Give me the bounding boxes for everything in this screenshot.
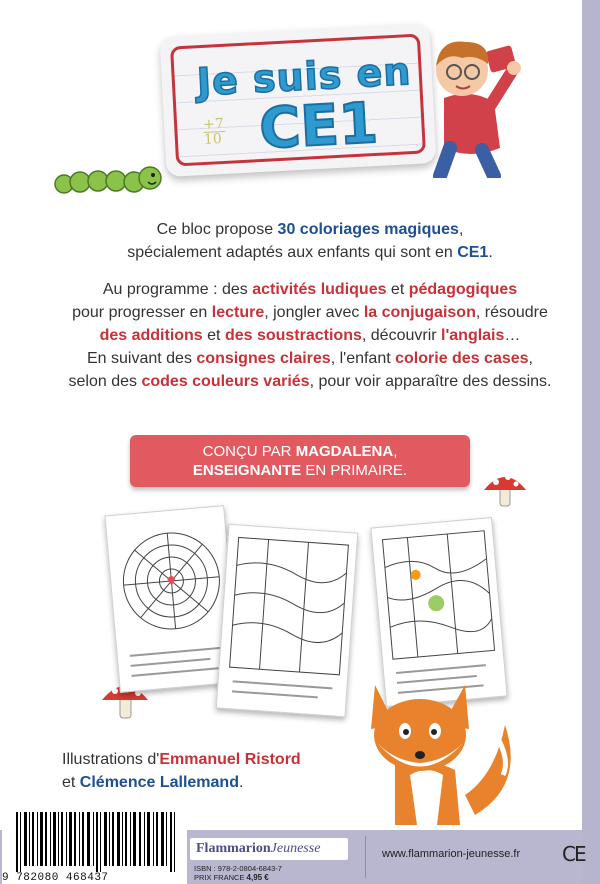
ce-mark: CE: [562, 842, 585, 866]
coloring-page-thumbnail: [216, 524, 359, 718]
fox-illustration: [355, 665, 525, 830]
boy-illustration: [410, 28, 530, 178]
program-text: , résoudre: [475, 304, 548, 321]
program-highlight: codes couleurs variés: [141, 373, 310, 390]
intro-highlight-count: 30 coloriages magiques: [277, 221, 459, 238]
math-line-2: 10: [204, 131, 227, 147]
program-text: , pour voir apparaître des dessins.: [309, 373, 552, 390]
credits-text: .: [238, 774, 244, 791]
publisher-name-part-1: Flammarion: [196, 841, 271, 856]
banner-text: ,: [393, 443, 398, 460]
credits-illustrator-1: Emmanuel Ristord: [159, 751, 301, 768]
credits-text: et: [62, 774, 80, 791]
footer-divider: [365, 836, 366, 878]
coloring-page-drawing: [217, 525, 360, 719]
program-text: pour progresser en: [72, 304, 212, 321]
program-paragraph: [60, 278, 560, 393]
barcode: [14, 812, 182, 872]
barcode-area: [2, 812, 187, 884]
banner-author: MAGDALENA: [295, 443, 394, 460]
program-highlight: lecture: [211, 304, 265, 321]
program-highlight: des soustractions: [224, 327, 362, 344]
intro-paragraph: [60, 218, 560, 264]
program-text: selon des: [68, 373, 142, 390]
title-line-1: Je suis en: [195, 49, 413, 105]
ean-number: 9 782080 468437: [2, 872, 109, 884]
program-text: ,: [528, 350, 533, 367]
credits-text: Illustrations d': [62, 751, 160, 768]
mushroom-illustration: [482, 468, 528, 508]
program-text: …: [504, 327, 521, 344]
illustration-credits: [62, 748, 301, 794]
author-banner: [130, 435, 470, 487]
handwritten-math: [203, 117, 226, 147]
side-strip: [582, 0, 600, 884]
title-card: [160, 23, 437, 177]
program-text: , jongler avec: [264, 304, 364, 321]
intro-text: .: [488, 244, 493, 261]
credits-illustrator-2: Clémence Lallemand: [79, 774, 239, 791]
program-highlight: colorie des cases: [395, 350, 529, 367]
price-label: PRIX FRANCE: [194, 873, 247, 882]
program-text: et: [386, 281, 409, 298]
price: [194, 873, 269, 882]
title-line-2: CE1: [257, 90, 380, 163]
publisher-logo: [190, 838, 348, 860]
website-url: www.flammarion-jeunesse.fr: [382, 848, 521, 860]
program-text: En suivant des: [86, 350, 197, 367]
banner-text: EN PRIMAIRE.: [301, 462, 408, 479]
program-highlight: activités ludiques: [252, 281, 387, 298]
program-highlight: pédagogiques: [408, 281, 518, 298]
intro-text: spécialement adaptés aux enfants qui sont en: [127, 244, 458, 261]
intro-highlight-level: CE1: [457, 244, 489, 261]
program-highlight: la conjugaison: [363, 304, 476, 321]
price-value: 4,95 €: [246, 873, 269, 882]
math-line-1: +7: [202, 115, 225, 133]
caterpillar-illustration: [52, 162, 162, 198]
banner-role: ENSEIGNANTE: [192, 462, 302, 479]
intro-text: ,: [458, 221, 464, 238]
program-text: Au programme : des: [102, 281, 253, 298]
program-highlight: consignes claires: [196, 350, 331, 367]
program-text: , l'enfant: [330, 350, 396, 367]
program-highlight: l'anglais: [441, 327, 505, 344]
title-card-frame: [170, 34, 426, 167]
program-highlight: des additions: [99, 327, 203, 344]
program-text: , découvrir: [361, 327, 442, 344]
banner-text: CONÇU PAR: [202, 443, 296, 460]
publisher-name-part-2: Jeunesse: [270, 841, 321, 856]
isbn: ISBN : 978-2-0804-6843-7: [194, 864, 282, 873]
publisher-name: [196, 841, 320, 857]
intro-text: Ce bloc propose: [156, 221, 278, 238]
program-text: et: [202, 327, 225, 344]
